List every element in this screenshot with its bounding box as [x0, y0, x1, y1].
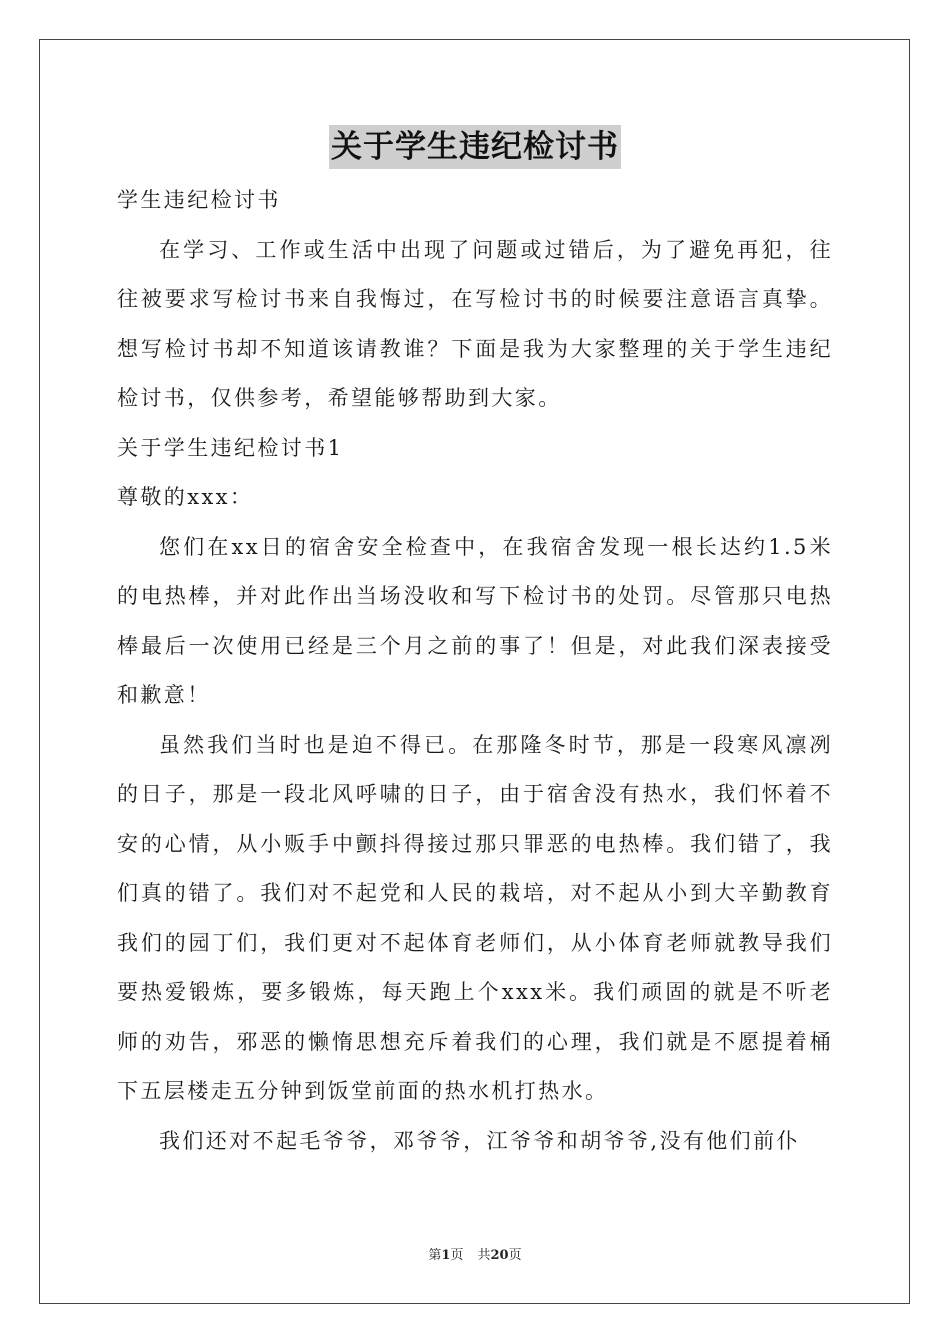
body-paragraph: 学生违纪检讨书: [117, 188, 281, 212]
body-paragraph: 我们还对不起毛爷爷，邓爷爷，江爷爷和胡爷爷,没有他们前仆: [159, 1128, 800, 1153]
page-number-current: 1: [441, 1248, 451, 1263]
total-pages-prefix: 共: [477, 1248, 491, 1263]
body-paragraph: 在学习、工作或生活中出现了问题或过错后，为了避免再犯，往往被要求写检讨书来自我悔过，在写检讨书的时候要注意语言真挚。想写检讨书却不知道该请教谁？下面是我为大家整理的关于学生违纪检讨书，仅供参考，希望能够帮助到大家。: [117, 237, 833, 410]
total-pages-suffix: 页: [508, 1248, 522, 1263]
page-number-prefix: 第: [428, 1248, 442, 1263]
document-body: [117, 176, 833, 1166]
page-number-suffix: 页: [450, 1248, 464, 1263]
document-title: 关于学生违纪检讨书: [329, 125, 621, 169]
title-container: [0, 125, 950, 169]
page-footer: [0, 1247, 950, 1265]
body-paragraph: 虽然我们当时也是迫不得已。在那隆冬时节，那是一段寒风凛冽的日子，那是一段北风呼啸的日子，由于宿舍没有热水，我们怀着不安的心情，从小贩手中颤抖得接过那只罪恶的电热棒。我们错了，我们真的错了。我们对不起党和人民的栽培，对不起从小到大辛勤教育我们的园丁们，我们更对不起体育老师们，从小体育老师就教导我们要热爱锻炼，要多锻炼，每天跑上个xxx米。我们顽固的就是不听老师的劝告，邪恶的懒惰思想充斥着我们的心理，我们就是不愿提着桶下五层楼走五分钟到饭堂前面的热水机打热水。: [117, 732, 833, 1103]
body-paragraph: 您们在xx日的宿舍安全检查中，在我宿舍发现一根长达约1.5米的电热棒，并对此作出当场没收和写下检讨书的处罚。尽管那只电热棒最后一次使用已经是三个月之前的事了！但是，对此我们深表接受和歉意！: [117, 534, 833, 707]
body-paragraph: 尊敬的xxx：: [117, 485, 254, 509]
total-pages-count: 20: [490, 1248, 509, 1263]
body-paragraph: 关于学生违纪检讨书1: [117, 435, 344, 460]
